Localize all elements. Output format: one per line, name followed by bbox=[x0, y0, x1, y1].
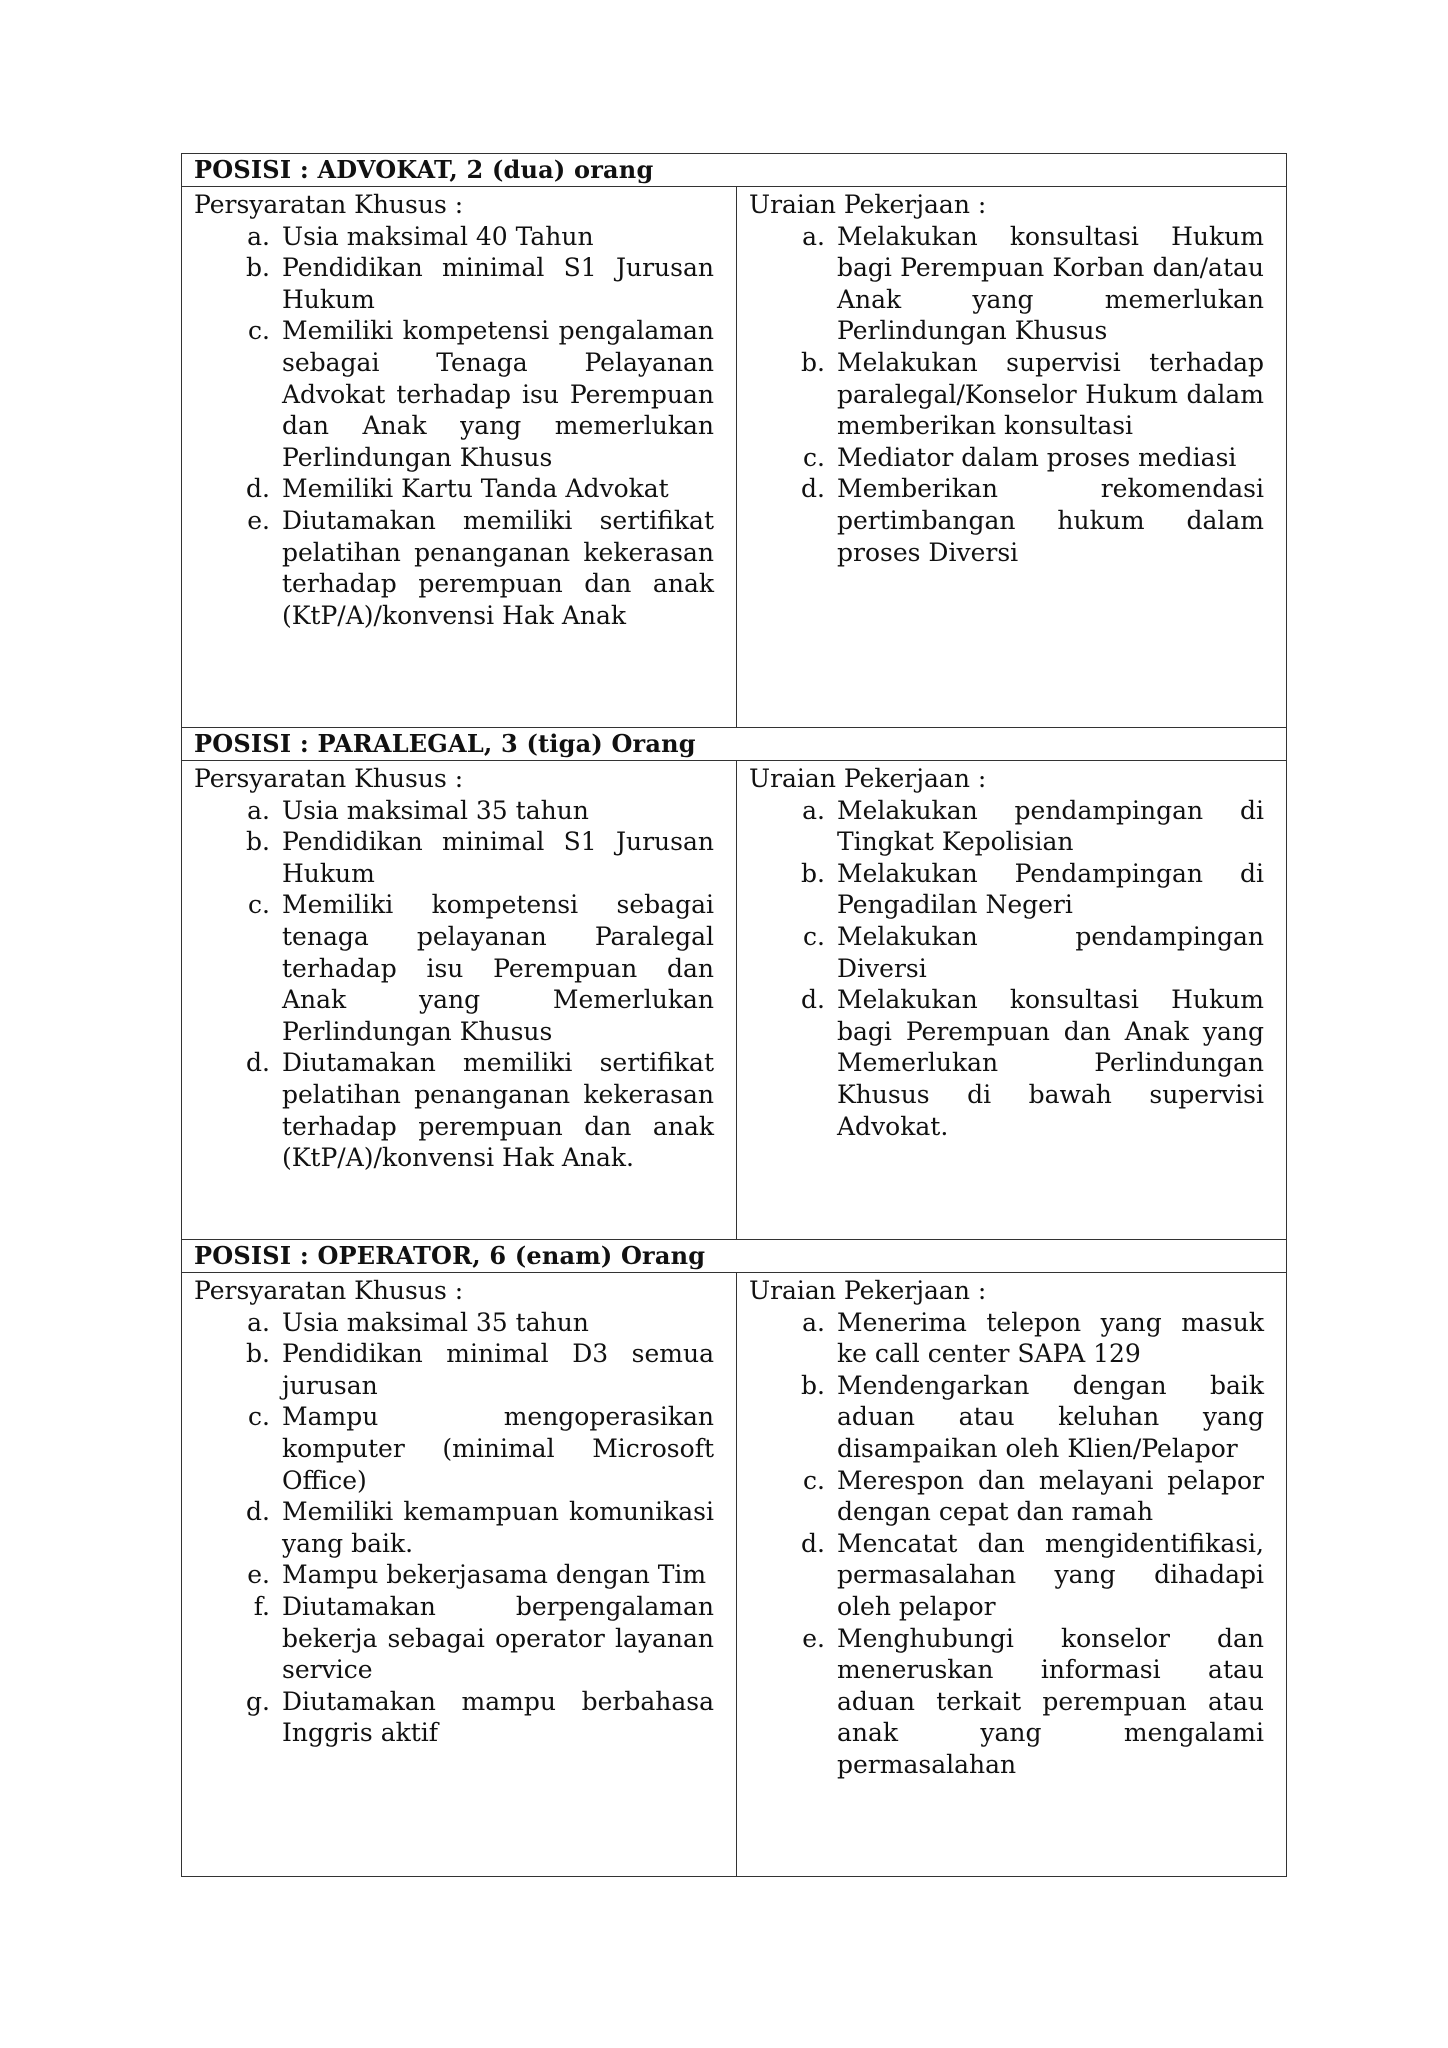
list-item bbox=[194, 252, 714, 315]
list-item-letter: b. bbox=[246, 1339, 270, 1369]
list-item-text: Mampu bekerjasama dengan Tim bbox=[282, 1560, 707, 1590]
list-item-text: Memiliki kemampuan komunikasi yang baik. bbox=[282, 1497, 714, 1558]
list-item-text: Mencatat dan mengidentifikasi, permasalahan yang dihadapi oleh pelapor bbox=[837, 1528, 1264, 1621]
list-item-text: Merespon dan melayani pelapor dengan cepat dan ramah bbox=[837, 1465, 1264, 1527]
position-body-row bbox=[182, 187, 1287, 728]
list-item-text: Diutamakan memiliki sertifikat pelatihan penanganan kekerasan terhadap perempuan dan anak (KtP/A)/konvensi Hak Anak. bbox=[282, 1048, 714, 1173]
list-item-letter: f. bbox=[253, 1591, 270, 1621]
list-item bbox=[749, 1528, 1264, 1623]
list-item-text: Melakukan konsultasi Hukum bagi Perempuan dan Anak yang Memerlukan Perlindungan Khusus di bawah supervisi Advokat. bbox=[837, 985, 1264, 1141]
list-item-letter: c. bbox=[803, 442, 825, 472]
position-header: POSISI : ADVOKAT, 2 (dua) orang bbox=[182, 154, 1287, 187]
list-item bbox=[194, 1591, 714, 1686]
list-item bbox=[749, 473, 1264, 568]
duties-title: Uraian Pekerjaan : bbox=[749, 190, 987, 219]
list-item-text: Memberikan rekomendasi pertimbangan hukum dalam proses Diversi bbox=[837, 474, 1264, 567]
list-item-text: Pendidikan minimal S1 Jurusan Hukum bbox=[282, 827, 714, 888]
list-item bbox=[194, 505, 714, 631]
list-item-text: Diutamakan berpengalaman bekerja sebagai operator layanan service bbox=[282, 1591, 714, 1685]
list-item-text: Mediator dalam proses mediasi bbox=[837, 442, 1237, 472]
list-item bbox=[194, 1686, 714, 1749]
list-item bbox=[194, 473, 714, 505]
list-item-letter: c. bbox=[248, 316, 270, 346]
duties-list bbox=[749, 1307, 1264, 1781]
list-item bbox=[749, 1623, 1264, 1781]
duties-title: Uraian Pekerjaan : bbox=[749, 764, 987, 793]
list-item bbox=[749, 221, 1264, 347]
list-item-letter: g. bbox=[246, 1686, 270, 1716]
requirements-cell bbox=[182, 187, 737, 728]
list-item bbox=[194, 315, 714, 473]
list-item-letter: d. bbox=[246, 474, 270, 504]
list-item bbox=[749, 858, 1264, 921]
list-item bbox=[749, 1307, 1264, 1370]
duties-cell bbox=[737, 187, 1287, 728]
list-item-letter: d. bbox=[246, 1497, 270, 1527]
list-item-letter: b. bbox=[801, 858, 825, 888]
list-item-text: Melakukan pendampingan di Tingkat Kepolisian bbox=[837, 795, 1264, 857]
position-body-row bbox=[182, 1273, 1287, 1877]
duties-cell bbox=[737, 1273, 1287, 1877]
list-item-text: Mampu mengoperasikan komputer (minimal Microsoft Office) bbox=[282, 1402, 714, 1495]
position-header-row bbox=[182, 154, 1287, 187]
list-item-letter: a. bbox=[802, 221, 825, 251]
list-item-letter: d. bbox=[801, 1528, 825, 1558]
list-item bbox=[194, 1401, 714, 1496]
list-item-text: Menghubungi konselor dan meneruskan informasi atau aduan terkait perempuan atau anak yang mengalami permasalahan bbox=[837, 1623, 1264, 1779]
list-item-letter: e. bbox=[247, 505, 270, 535]
duties-list bbox=[749, 221, 1264, 569]
list-item-letter: e. bbox=[247, 1560, 270, 1590]
list-item-letter: b. bbox=[801, 347, 825, 377]
list-item-letter: b. bbox=[246, 827, 270, 857]
list-item bbox=[749, 921, 1264, 984]
list-item-letter: a. bbox=[247, 1307, 270, 1337]
duties-title: Uraian Pekerjaan : bbox=[749, 1276, 987, 1305]
list-item-text: Memiliki Kartu Tanda Advokat bbox=[282, 474, 669, 504]
list-item bbox=[194, 1559, 714, 1591]
position-header-row bbox=[182, 1240, 1287, 1273]
list-item-letter: a. bbox=[802, 1307, 825, 1337]
requirements-list bbox=[194, 1307, 714, 1749]
list-item-text: Diutamakan memiliki sertifikat pelatihan penanganan kekerasan terhadap perempuan dan anak (KtP/A)/konvensi Hak Anak bbox=[282, 505, 714, 630]
list-item bbox=[194, 889, 714, 1047]
position-header: POSISI : OPERATOR, 6 (enam) Orang bbox=[182, 1240, 1287, 1273]
list-item-text: Melakukan supervisi terhadap paralegal/Konselor Hukum dalam memberikan konsultasi bbox=[837, 347, 1264, 441]
list-item bbox=[749, 984, 1264, 1142]
duties-cell bbox=[737, 761, 1287, 1240]
list-item-text: Memiliki kompetensi sebagai tenaga pelayanan Paralegal terhadap isu Perempuan dan Anak yang Memerlukan Perlindungan Khusus bbox=[282, 890, 714, 1046]
position-body-row bbox=[182, 761, 1287, 1240]
requirements-title: Persyaratan Khusus : bbox=[194, 764, 464, 793]
list-item bbox=[194, 1496, 714, 1559]
list-item-letter: d. bbox=[801, 474, 825, 504]
list-item-text: Menerima telepon yang masuk ke call center SAPA 129 bbox=[837, 1307, 1264, 1369]
requirements-title: Persyaratan Khusus : bbox=[194, 1276, 464, 1305]
list-item bbox=[749, 1370, 1264, 1465]
list-item bbox=[194, 1047, 714, 1173]
list-item-text: Mendengarkan dengan baik aduan atau keluhan yang disampaikan oleh Klien/Pelapor bbox=[837, 1370, 1264, 1463]
list-item-text: Pendidikan minimal D3 semua jurusan bbox=[282, 1339, 714, 1400]
requirements-cell bbox=[182, 761, 737, 1240]
positions-table bbox=[181, 153, 1287, 1877]
duties-list bbox=[749, 795, 1264, 1143]
list-item-text: Usia maksimal 40 Tahun bbox=[282, 221, 594, 251]
position-header: POSISI : PARALEGAL, 3 (tiga) Orang bbox=[182, 728, 1287, 761]
requirements-list bbox=[194, 795, 714, 1174]
list-item-text: Pendidikan minimal S1 Jurusan Hukum bbox=[282, 253, 714, 314]
list-item bbox=[749, 1465, 1264, 1528]
list-item bbox=[194, 1307, 714, 1339]
list-item bbox=[194, 795, 714, 827]
list-item-text: Memiliki kompetensi pengalaman sebagai Tenaga Pelayanan Advokat terhadap isu Perempuan dan Anak yang memerlukan Perlindungan Khusus bbox=[282, 316, 714, 472]
list-item-text: Melakukan pendampingan Diversi bbox=[837, 921, 1264, 983]
list-item-letter: a. bbox=[247, 221, 270, 251]
list-item bbox=[749, 442, 1264, 474]
list-item bbox=[194, 221, 714, 253]
list-item-letter: a. bbox=[247, 795, 270, 825]
list-item-text: Usia maksimal 35 tahun bbox=[282, 795, 589, 825]
list-item-text: Melakukan konsultasi Hukum bagi Perempuan Korban dan/atau Anak yang memerlukan Perlindungan Khusus bbox=[837, 221, 1264, 346]
list-item bbox=[749, 347, 1264, 442]
requirements-title: Persyaratan Khusus : bbox=[194, 190, 464, 219]
position-header-row bbox=[182, 728, 1287, 761]
list-item-letter: c. bbox=[803, 921, 825, 951]
list-item bbox=[194, 826, 714, 889]
list-item-text: Diutamakan mampu berbahasa Inggris aktif bbox=[282, 1686, 714, 1748]
list-item bbox=[194, 1338, 714, 1401]
list-item-letter: b. bbox=[246, 253, 270, 283]
list-item-letter: e. bbox=[802, 1623, 825, 1653]
list-item-letter: d. bbox=[801, 985, 825, 1015]
list-item-letter: c. bbox=[248, 1402, 270, 1432]
list-item bbox=[749, 795, 1264, 858]
list-item-text: Usia maksimal 35 tahun bbox=[282, 1307, 589, 1337]
list-item-letter: d. bbox=[246, 1048, 270, 1078]
list-item-text: Melakukan Pendampingan di Pengadilan Negeri bbox=[837, 858, 1264, 920]
requirements-cell bbox=[182, 1273, 737, 1877]
list-item-letter: c. bbox=[803, 1465, 825, 1495]
list-item-letter: b. bbox=[801, 1370, 825, 1400]
requirements-list bbox=[194, 221, 714, 632]
list-item-letter: c. bbox=[248, 890, 270, 920]
list-item-letter: a. bbox=[802, 795, 825, 825]
